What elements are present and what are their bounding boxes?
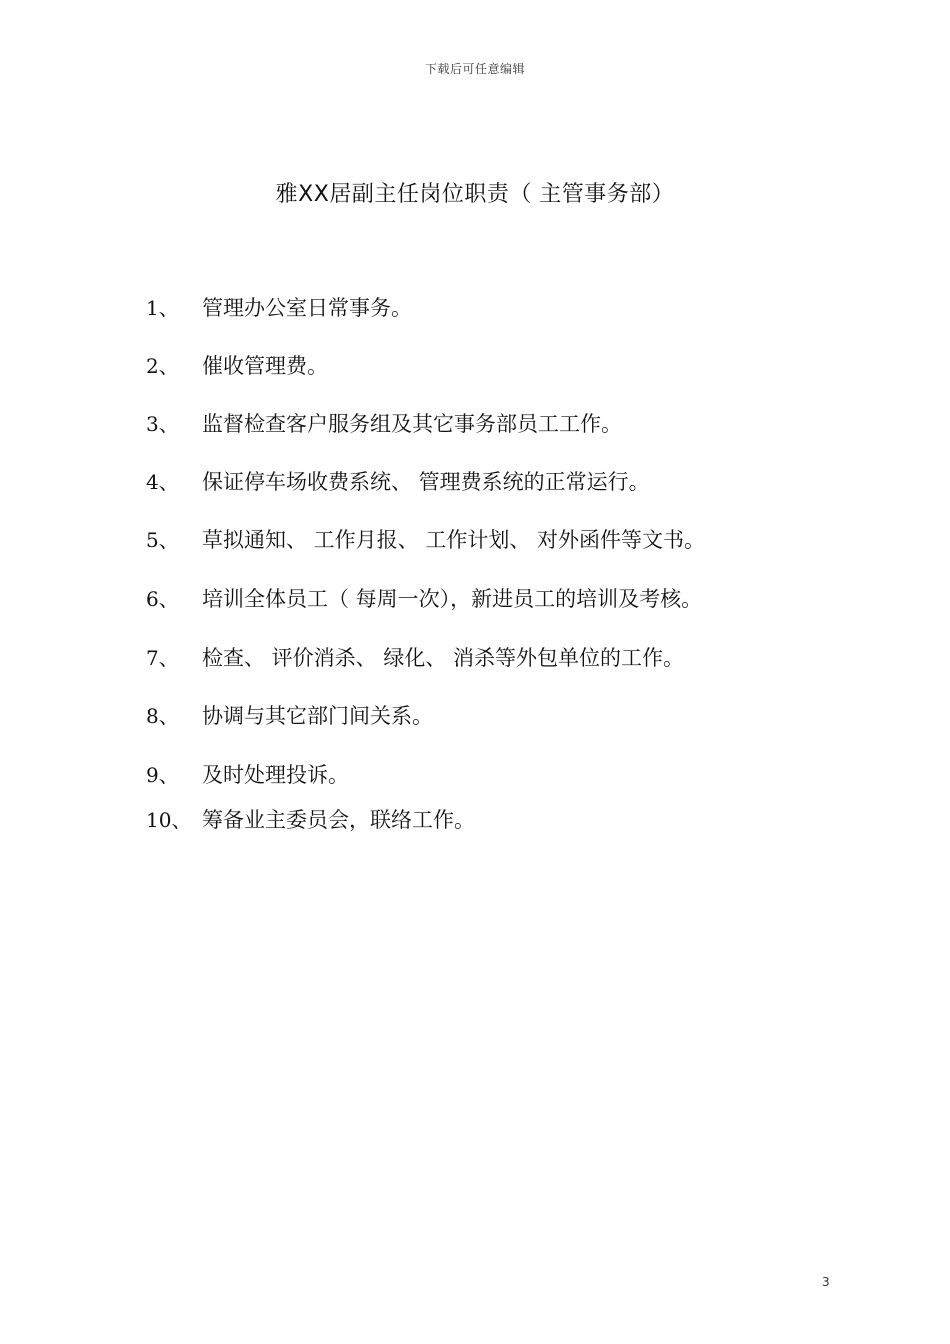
duty-item xyxy=(0,802,950,838)
duty-text: 筹备业主委员会，联络工作。 xyxy=(202,808,475,832)
duty-item xyxy=(0,698,950,734)
duty-number: 10、 xyxy=(146,808,192,832)
document-title: 雅XX居副主任岗位职责（ 主管事务部） xyxy=(275,182,675,207)
duty-item xyxy=(0,290,950,326)
duty-text: 及时处理投诉。 xyxy=(202,763,349,787)
duty-text: 草拟通知、 工作月报、 工作计划、 对外函件等文书。 xyxy=(202,528,706,552)
duty-number: 6、 xyxy=(146,587,179,611)
duty-item xyxy=(0,406,950,442)
duty-number: 3、 xyxy=(146,412,179,436)
duty-item xyxy=(0,757,950,793)
duty-item xyxy=(0,464,950,500)
duty-text: 管理办公室日常事务。 xyxy=(202,296,412,320)
duty-number: 5、 xyxy=(146,528,179,552)
duty-item xyxy=(0,581,950,617)
duty-text: 协调与其它部门间关系。 xyxy=(202,704,433,728)
page-header: 下载后可任意编辑 xyxy=(424,62,525,76)
duty-text: 培训全体员工（ 每周一次），新进员工的培训及考核。 xyxy=(202,587,703,611)
duty-number: 8、 xyxy=(146,704,179,728)
duty-text: 催收管理费。 xyxy=(202,354,328,378)
duty-number: 9、 xyxy=(146,763,179,787)
duty-number: 7、 xyxy=(146,646,179,670)
duty-text: 监督检查客户服务组及其它事务部员工工作。 xyxy=(202,412,622,436)
duty-text: 保证停车场收费系统、 管理费系统的正常运行。 xyxy=(202,470,650,494)
duty-text: 检查、 评价消杀、 绿化、 消杀等外包单位的工作。 xyxy=(202,646,685,670)
duty-item xyxy=(0,640,950,676)
page-number: 3 xyxy=(822,1275,830,1289)
duty-item xyxy=(0,522,950,558)
duty-item xyxy=(0,348,950,384)
duty-number: 4、 xyxy=(146,470,179,494)
duty-number: 1、 xyxy=(146,296,179,320)
duty-number: 2、 xyxy=(146,354,179,378)
